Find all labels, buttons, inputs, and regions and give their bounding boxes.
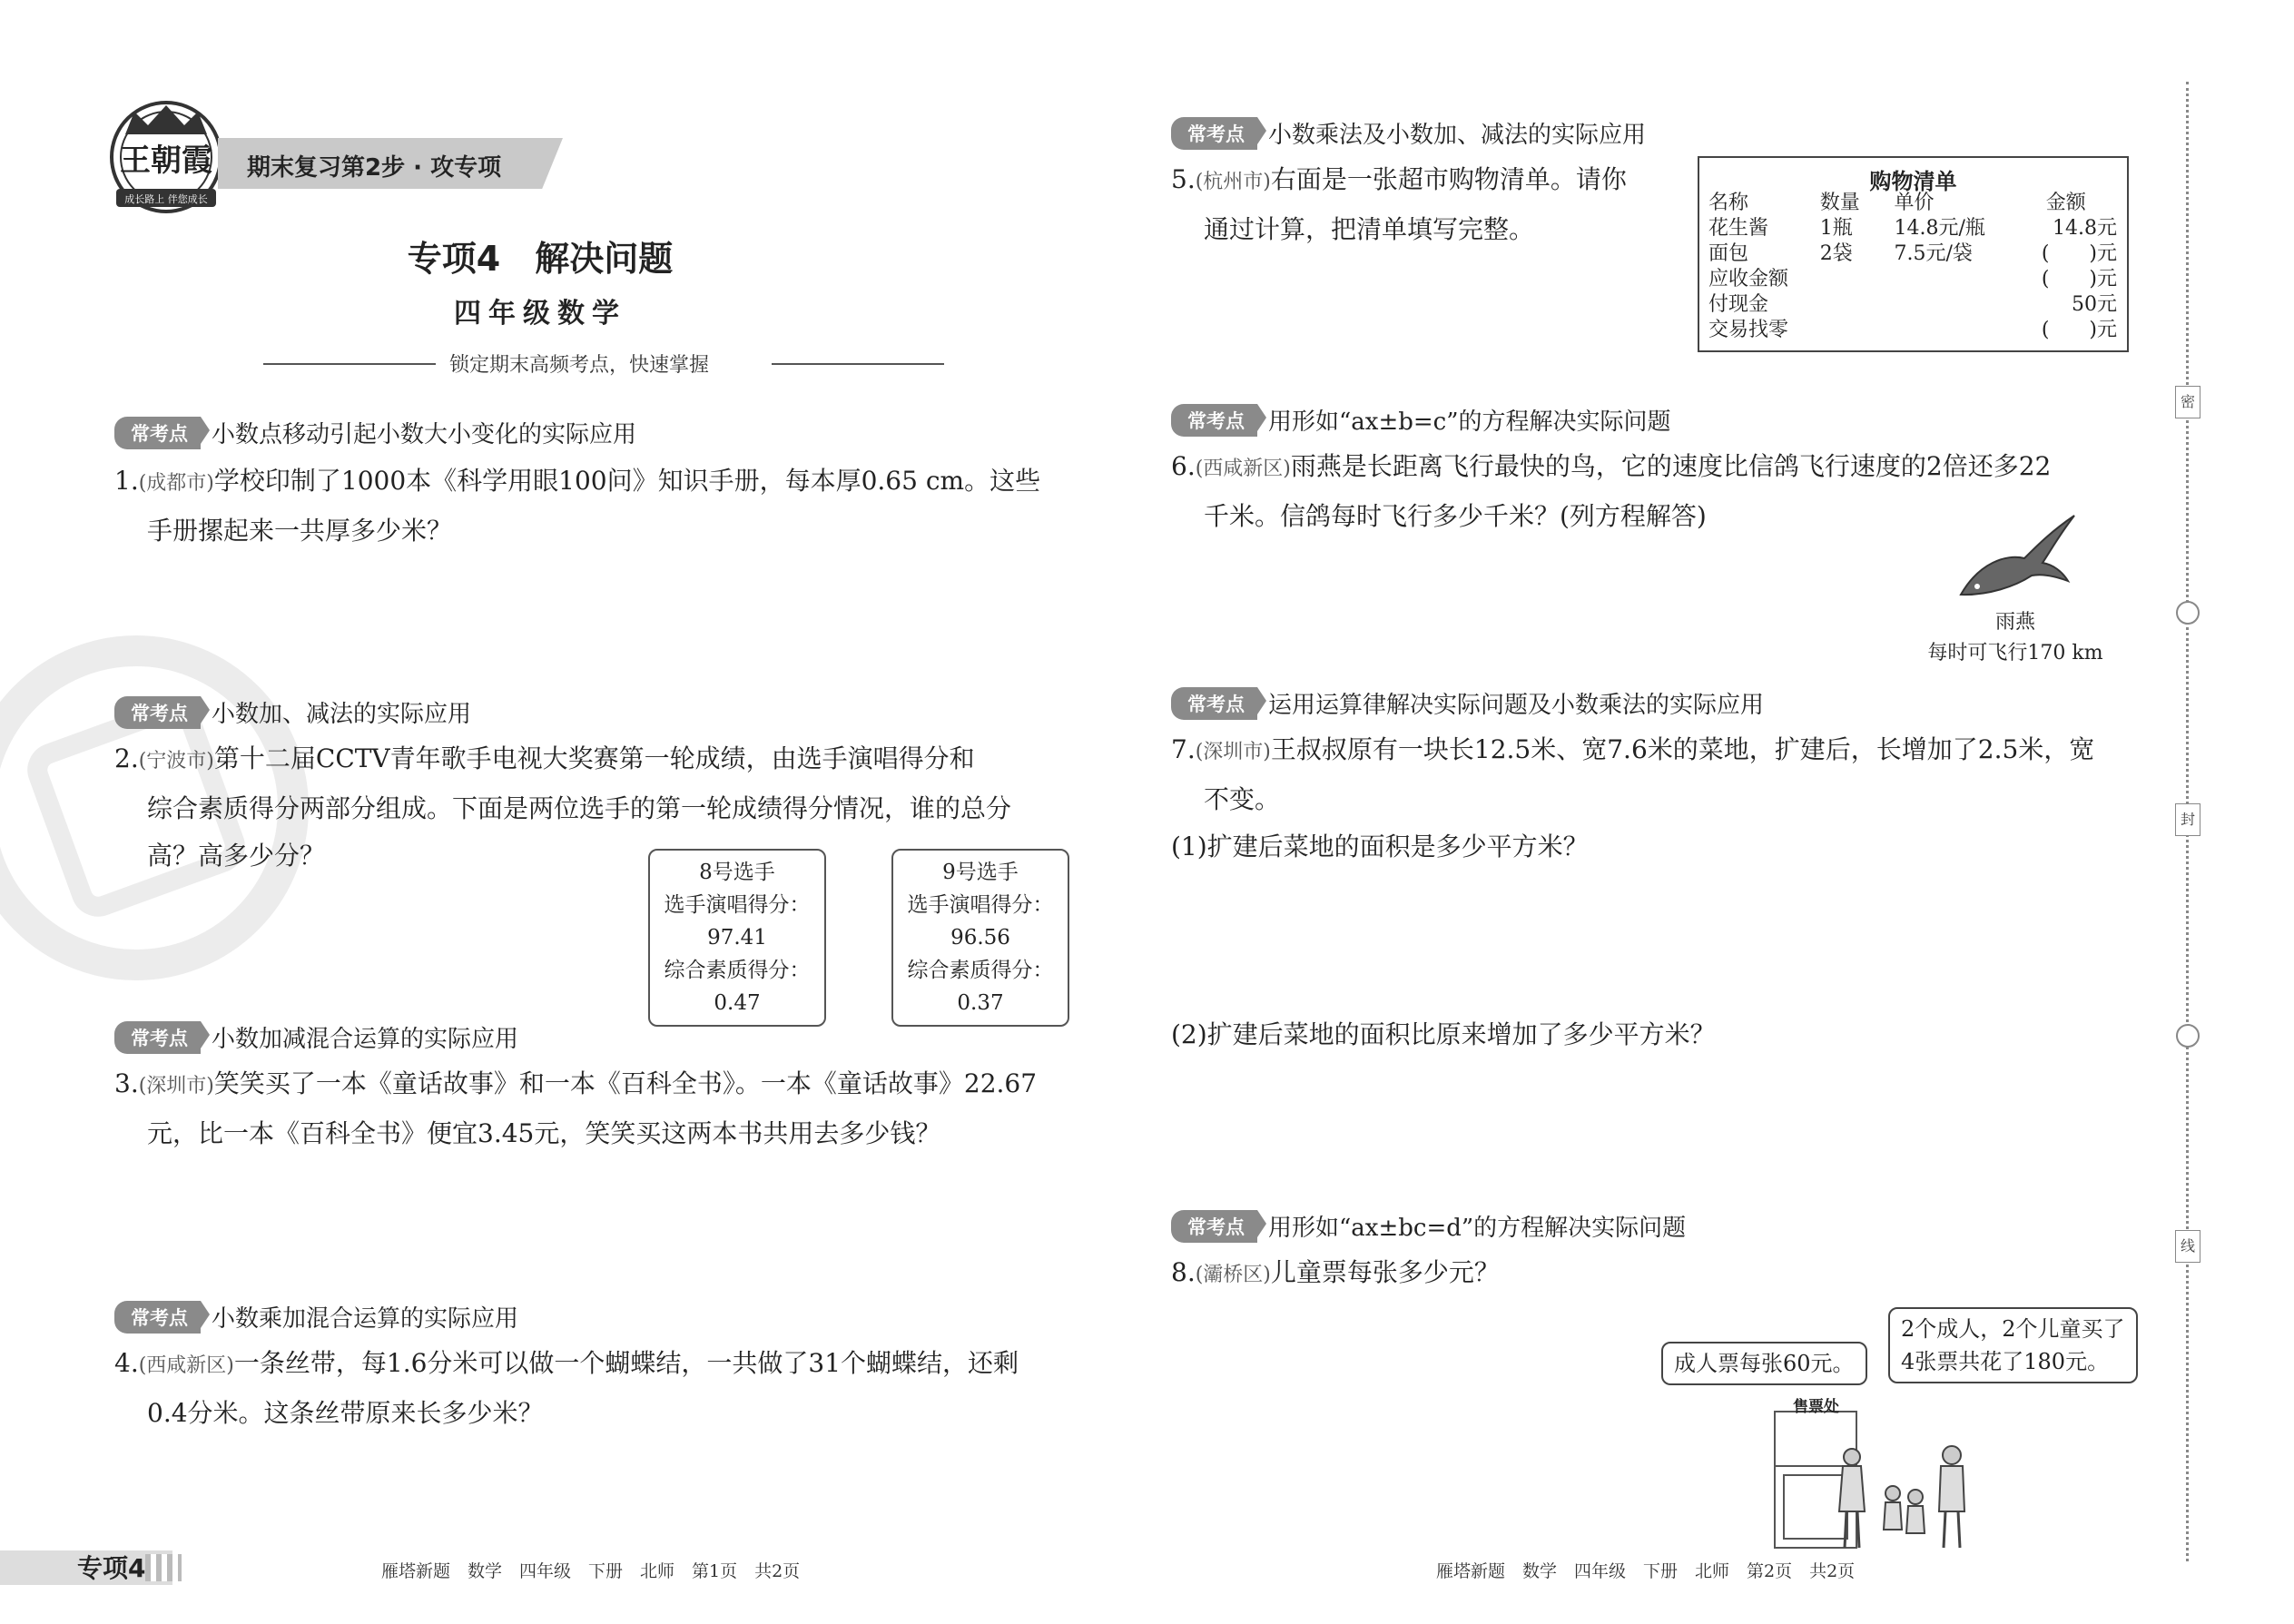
svg-text:王朝霞: 王朝霞 (120, 143, 212, 179)
table-cell: 2袋 (1819, 242, 1853, 265)
question-text: 王叔叔原有一块长12.5米、宽7.6米的菜地，扩建后，长增加了2.5米，宽 (1270, 734, 2095, 764)
table-cell: 7.5元/袋 (1894, 242, 1973, 265)
card-label: 选手演唱得分： (664, 893, 811, 917)
binding-hole (2176, 601, 2200, 625)
topic-tag-q2 (114, 695, 471, 729)
question-7 (1171, 726, 2094, 871)
question-text: 0.4分米。这条丝带原来长多少米？ (147, 1398, 544, 1428)
bird-name: 雨燕 (1994, 611, 2035, 634)
table-cell (1895, 292, 2015, 318)
question-1 (114, 458, 1040, 555)
margin-label-line: 线 (2175, 1230, 2200, 1263)
binding-hole (2176, 1024, 2200, 1048)
card-value: 97.41 (707, 926, 767, 950)
table-header-row (1708, 191, 2117, 216)
ticket-office-sign: 售票处 (1793, 1398, 1839, 1416)
question-number: 4. (114, 1348, 139, 1378)
margin-label-seal-2: 封 (2175, 803, 2200, 836)
page-title: 专项4 解决问题 (407, 239, 674, 279)
topic-text: 用形如“ax±bc=d”的方程解决实际问题 (1268, 1215, 1687, 1242)
table-cell: 应收金额 (1708, 268, 1789, 290)
table-cell: ( )元 (2041, 242, 2117, 265)
topic-text: 小数乘加混合运算的实际应用 (212, 1305, 519, 1333)
swift-bird-icon (1952, 508, 2079, 608)
tag-label: 常考点 (1171, 404, 1257, 437)
table-cell (1895, 267, 2015, 292)
shopping-list-table (1708, 191, 2117, 343)
table-cell: 50元 (2072, 293, 2117, 316)
card-value: 0.47 (714, 991, 761, 1015)
question-text: 右面是一张超市购物清单。请你 (1270, 164, 1627, 194)
table-row (1708, 241, 2117, 267)
question-number: 7. (1171, 734, 1196, 764)
question-text: 通过计算，把清单填写完整。 (1204, 214, 1535, 244)
ticket-office-illustration (1770, 1403, 1979, 1557)
table-cell (1820, 267, 1895, 292)
table-cell: 面包 (1708, 242, 1749, 265)
svg-text:成长路上 伴您成长: 成长路上 伴您成长 (124, 193, 208, 205)
tag-label: 常考点 (114, 1301, 201, 1334)
question-text: 儿童票每张多少元？ (1270, 1257, 1500, 1287)
question-number: 5. (1171, 164, 1196, 194)
speech-bubble-total (1888, 1307, 2138, 1383)
motto: 锁定期末高频考点，快速掌握 (449, 354, 710, 377)
topic-text: 小数加、减法的实际应用 (212, 701, 472, 728)
tag-label: 常考点 (114, 1021, 201, 1054)
margin-label-seal: 密 (2175, 386, 2200, 418)
shopping-list (1698, 156, 2129, 352)
question-2 (114, 735, 1011, 880)
table-row (1708, 292, 2117, 318)
question-5 (1171, 156, 1627, 253)
question-region: (灞桥区) (1195, 1264, 1271, 1286)
footer-section-label: 专项4 (77, 1553, 146, 1583)
question-text: 元，比一本《百科全书》便宜3.45元，笑笑买这两本书共用去多少钱？ (147, 1118, 941, 1148)
sub-question-1: (1)扩建后菜地的面积是多少平方米？ (1171, 832, 1589, 861)
question-3 (114, 1060, 1037, 1157)
card-label: 综合素质得分： (907, 959, 1054, 982)
question-text: 学校印制了1000本《科学用眼100问》知识手册，每本厚0.65 cm。这些 (213, 466, 1041, 496)
card-title: 9号选手 (942, 861, 1019, 884)
topic-tag-q4 (114, 1300, 518, 1334)
topic-tag-q8 (1171, 1209, 1686, 1243)
question-region: (成都市) (138, 472, 214, 495)
card-value: 0.37 (957, 991, 1004, 1015)
footer-right: 雁塔新题 数学 四年级 下册 北师 第2页 共2页 (1436, 1561, 1856, 1581)
topic-text: 运用运算律解决实际问题及小数乘法的实际应用 (1268, 692, 1765, 719)
question-text: 高？高多少分？ (147, 841, 326, 871)
tag-label: 常考点 (114, 696, 201, 729)
topic-tag-q7 (1171, 686, 1764, 720)
table-cell (1895, 318, 2015, 343)
topic-text: 小数点移动引起小数大小变化的实际应用 (212, 421, 637, 448)
question-4 (114, 1340, 1019, 1437)
question-number: 2. (114, 743, 139, 773)
question-text: 第十二届CCTV青年歌手电视大奖赛第一轮成绩，由选手演唱得分和 (213, 743, 975, 773)
question-8 (1171, 1249, 1500, 1299)
bubble-line: 4张票共花了180元。 (1901, 1349, 2110, 1374)
column-header: 名称 (1708, 192, 1749, 214)
question-number: 1. (114, 466, 139, 496)
bird-speed: 每时可飞行170 km (1927, 642, 2103, 664)
table-cell: 花生酱 (1708, 217, 1769, 240)
topic-text: 小数加减混合运算的实际应用 (212, 1026, 519, 1053)
speech-bubble-adult-price: 成人票每张60元。 (1661, 1342, 1867, 1385)
score-card-9 (891, 849, 1069, 1027)
topic-text: 小数乘法及小数加、减法的实际应用 (1268, 122, 1647, 149)
table-cell: 1瓶 (1819, 217, 1853, 240)
page-subtitle: 四年级数学 (454, 298, 626, 330)
topic-tag-q5 (1171, 116, 1646, 150)
question-text: 笑笑买了一本《童话故事》和一本《百科全书》。一本《童话故事》22.67 (213, 1068, 1038, 1098)
table-cell: 付现金 (1708, 293, 1769, 316)
question-number: 6. (1171, 451, 1196, 481)
tag-label: 常考点 (1171, 117, 1257, 150)
question-region: (宁波市) (138, 750, 214, 773)
table-cell (1820, 318, 1895, 343)
table-cell (1820, 292, 1895, 318)
question-text: 综合素质得分两部分组成。下面是两位选手的第一轮成绩得分情况，谁的总分 (147, 793, 1012, 823)
question-text: 千米。信鸽每时飞行多少千米？(列方程解答) (1204, 501, 1707, 531)
tag-label: 常考点 (114, 417, 201, 449)
table-cell: 14.8元/瓶 (1894, 217, 1985, 240)
question-region: (西咸新区) (138, 1354, 234, 1377)
question-region: (深圳市) (138, 1075, 214, 1097)
shopping-list-title: 购物清单 (1869, 168, 1957, 194)
table-cell: 14.8元 (2053, 217, 2117, 240)
question-region: (杭州市) (1195, 171, 1271, 193)
card-label: 综合素质得分： (664, 959, 811, 982)
table-row (1708, 267, 2117, 292)
table-cell: 交易找零 (1708, 319, 1789, 341)
topic-text: 用形如“ax±b=c”的方程解决实际问题 (1268, 408, 1671, 436)
card-label: 选手演唱得分： (907, 893, 1054, 917)
table-row (1708, 216, 2117, 241)
topic-tag-q6 (1171, 403, 1671, 437)
question-region: (西咸新区) (1195, 458, 1291, 480)
question-number: 8. (1171, 1257, 1196, 1287)
header-band-text: 期末复习第2步 · 攻专项 (247, 154, 502, 182)
topic-tag-q1 (114, 416, 636, 449)
footer-left: 雁塔新题 数学 四年级 下册 北师 第1页 共2页 (381, 1561, 801, 1581)
card-value: 96.56 (950, 926, 1010, 950)
question-text: 不变。 (1204, 784, 1281, 814)
column-header: 单价 (1894, 192, 1935, 214)
topic-tag-q3 (114, 1020, 518, 1054)
motto-line-left (263, 363, 436, 365)
column-header: 数量 (1819, 192, 1860, 214)
column-header: 金额 (2045, 192, 2086, 214)
motto-line-right (772, 363, 944, 365)
question-6 (1171, 443, 2051, 540)
table-row (1708, 318, 2117, 343)
table-cell: ( )元 (2041, 268, 2117, 290)
question-text: 一条丝带，每1.6分米可以做一个蝴蝶结，一共做了31个蝴蝶结，还剩 (233, 1348, 1019, 1378)
question-number: 3. (114, 1068, 139, 1098)
question-text: 手册摞起来一共厚多少米？ (147, 516, 453, 546)
footer-pattern (145, 1554, 182, 1581)
tag-label: 常考点 (1171, 687, 1257, 720)
bubble-line: 2个成人，2个儿童买了 (1901, 1316, 2125, 1342)
question-region: (深圳市) (1195, 741, 1271, 763)
sub-question-2: (2)扩建后菜地的面积比原来增加了多少平方米？ (1171, 1019, 1716, 1049)
brand-logo (107, 98, 225, 216)
score-card-8 (648, 849, 826, 1027)
question-text: 雨燕是长距离飞行最快的鸟，它的速度比信鸽飞行速度的2倍还多22 (1290, 451, 2052, 481)
table-cell: ( )元 (2041, 319, 2117, 341)
card-title: 8号选手 (699, 861, 775, 884)
tag-label: 常考点 (1171, 1210, 1257, 1243)
